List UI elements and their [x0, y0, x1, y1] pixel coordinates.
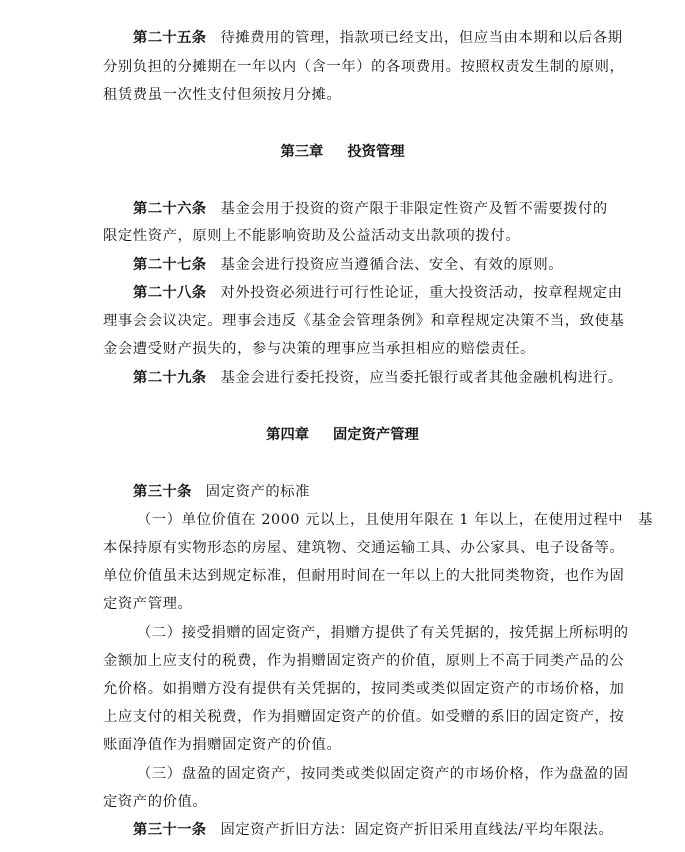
article-30-item-3-line-2: 定资产的价值。 — [103, 794, 208, 810]
article-30-item-2-line-4: 上应支付的相关税费，作为捐赠固定资产的价值。如受赠的系旧的固定资产，按 — [103, 709, 625, 725]
article-30-item-1-line-2: 本保持原有实物形态的房屋、建筑物、交通运输工具、办公家具、电子设备等。 — [103, 540, 625, 556]
article-31-line-1: 第三十一条 固定资产折旧方法：固定资产折旧采用直线法/平均年限法。 — [133, 822, 614, 838]
article-30-item-2-line-3: 允价格。如捐赠方没有提供有关凭据的，按同类或类似固定资产的市场价格，加 — [103, 681, 625, 697]
article-29-label: 第二十九条 — [133, 370, 207, 386]
article-28-line-3: 金会遭受财产损失的，参与决策的理事应当承担相应的赔偿责任。 — [103, 341, 536, 357]
article-30-heading — [133, 478, 633, 506]
article-30-item-2-line-1: （二）接受捐赠的固定资产，捐赠方提供了有关凭据的，按凭据上所标明的 — [137, 625, 629, 641]
chapter-3-heading — [0, 138, 685, 166]
article-27-label: 第二十七条 — [133, 257, 207, 273]
article-30-item-1-line-4: 定资产管理。 — [103, 596, 193, 612]
article-29-line-1: 第二十九条 基金会进行委托投资，应当委托银行或者其他金融机构进行。 — [133, 370, 623, 386]
chapter-3-number: 第三章 — [280, 144, 324, 160]
article-30-item-3-line-1: （三）盘盈的固定资产，按同类或类似固定资产的市场价格，作为盘盈的固 — [137, 766, 629, 782]
article-25-line-1: 第二十五条 待摊费用的管理，指款项已经支出，但应当由本期和以后各期 — [133, 30, 623, 46]
chapter-4-number: 第四章 — [266, 427, 310, 443]
article-28-line-2: 理事会会议决定。理事会违反《基金会管理条例》和章程规定决策不当，致使基 — [103, 313, 625, 329]
article-30-item-1-line-3: 单位价值虽未达到规定标准，但耐用时间在一年以上的大批同类物资，也作为固 — [103, 568, 625, 584]
article-30-label: 第三十条 — [133, 484, 192, 500]
article-25-line-2: 分别负担的分摊期在一年以内（含一年）的各项费用。按照权责发生制的原则， — [103, 59, 625, 75]
article-30-title: 固定资产的标准 — [205, 484, 311, 500]
article-30-item-2-line-5: 账面净值作为捐赠固定资产的价值。 — [103, 737, 342, 753]
article-28-label: 第二十八条 — [133, 285, 207, 301]
article-26-label: 第二十六条 — [133, 201, 207, 217]
article-26-line-1: 第二十六条 基金会用于投资的资产限于非限定性资产及暂不需要拨付的 — [133, 201, 608, 217]
article-28-line-1: 第二十八条 对外投资必须进行可行性论证，重大投资活动，按章程规定由 — [133, 285, 623, 301]
chapter-3-title: 投资管理 — [347, 144, 405, 160]
article-25-line-3: 租赁费虽一次性支付但须按月分摊。 — [103, 87, 342, 103]
chapter-4-heading — [0, 421, 685, 449]
article-30-item-1-line-1: （一）单位价值在 2000 元以上，且使用年限在 1 年以上，在使用过程中 基 — [137, 512, 653, 528]
article-25-label: 第二十五条 — [133, 30, 207, 46]
chapter-4-title: 固定资产管理 — [333, 427, 419, 443]
article-30-item-2-line-2: 金额加上应支付的税费，作为捐赠固定资产的价值，原则上不高于同类产品的公 — [103, 653, 625, 669]
article-27-line-1: 第二十七条 基金会进行投资应当遵循合法、安全、有效的原则。 — [133, 257, 564, 273]
article-26-line-2: 限定性资产，原则上不能影响资助及公益活动支出款项的拨付。 — [103, 228, 521, 244]
article-31-label: 第三十一条 — [133, 822, 207, 838]
